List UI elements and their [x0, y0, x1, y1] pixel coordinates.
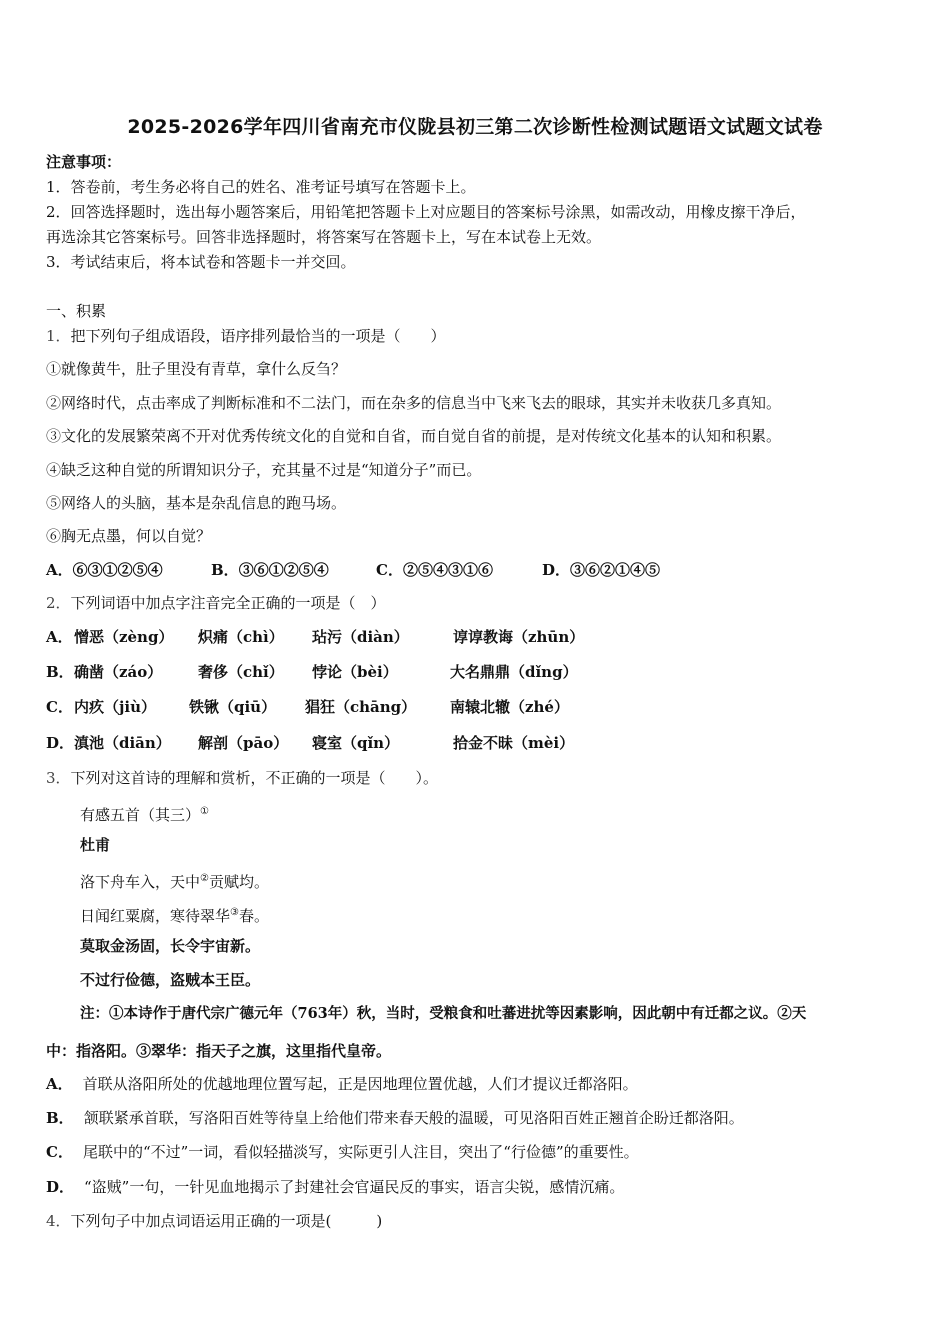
poem-note: 注：①本诗作于唐代宗广德元年（763年）秋，当时，受粮食和吐蕃进扰等因素影响，因此朝中有迁都之议。②天 — [80, 1005, 807, 1022]
page-title: 2025-2026学年四川省南充市仪陇县初三第二次诊断性检测试题语文试题文试卷 — [127, 116, 823, 138]
option-cell: 滇池（diān） — [74, 734, 171, 752]
option-cell: 玷污（diàn） — [312, 628, 409, 646]
option-d[interactable]: D．③⑥②①④⑤ — [542, 561, 661, 579]
q3-option-d[interactable]: D． “盗贼”一句，一针见血地揭示了封建社会官逼民反的事实，语言尖锐，感情沉痛。 — [46, 1178, 625, 1196]
option-cell: 大名鼎鼎（dǐng） — [450, 663, 578, 681]
poem-note: 中：指洛阳。③翠华：指天子之旗，这里指代皇帝。 — [46, 1042, 392, 1060]
poem-line: 洛下舟车入，天中②贡赋均。 — [80, 873, 269, 891]
poem-title: 有感五首（其三）① — [80, 806, 209, 824]
question-2-stem — [46, 593, 386, 613]
question-number: 1． — [46, 327, 71, 345]
option-letter: D． — [46, 734, 75, 752]
notice-item: 3．考试结束后，将本试卷和答题卡一并交回。 — [46, 253, 356, 271]
sentence-item: ⑤网络人的头脑，基本是杂乱信息的跑马场。 — [46, 494, 347, 512]
option-cell: 解剖（pāo） — [198, 734, 289, 752]
option-letter: B． — [46, 663, 74, 681]
option-letter: A． — [46, 628, 73, 646]
question-1-stem — [46, 326, 446, 346]
sentence-item: ①就像黄牛，肚子里没有青草，拿什么反刍？ — [46, 360, 347, 378]
poem-line: 不过行俭德，盗贼本王臣。 — [80, 971, 261, 989]
option-a[interactable]: A．⑥③①②⑤④ — [46, 561, 163, 579]
question-text: 下列词语中加点字注音完全正确的一项是（ ） — [70, 594, 386, 612]
option-cell: 炽痛（chì） — [198, 628, 284, 646]
q3-option-b[interactable]: B． 颔联紧承首联，写洛阳百姓等待皇上给他们带来春天般的温暖，可见洛阳百姓正翘首企盼迁都洛阳。 — [46, 1109, 744, 1127]
poem-author: 杜甫 — [80, 836, 111, 854]
question-number: 2． — [46, 594, 71, 612]
question-4-stem — [46, 1211, 382, 1231]
notice-item: 1．答卷前，考生务必将自己的姓名、准考证号填写在答题卡上。 — [46, 178, 476, 196]
notice-item: 再选涂其它答案标号。回答非选择题时，将答案写在答题卡上，写在本试卷上无效。 — [46, 228, 602, 246]
option-letter: C． — [46, 698, 73, 716]
option-cell: 寝室（qǐn） — [312, 734, 400, 752]
option-cell: 南辕北辙（zhé） — [450, 698, 569, 716]
poem-line: 莫取金汤固，长令宇宙新。 — [80, 937, 261, 955]
q3-option-c[interactable]: C． 尾联中的“不过”一词，看似轻描淡写，实际更引人注目，突出了“行俭德”的重要性。 — [46, 1143, 639, 1161]
option-cell: 拾金不昧（mèi） — [453, 734, 575, 752]
question-text: 下列句子中加点词语运用正确的一项是( ) — [70, 1212, 383, 1230]
option-cell: 悖论（bèi） — [312, 663, 398, 681]
poem-line: 日闻红粟腐，寒待翠华③春。 — [80, 907, 269, 925]
sentence-item: ②网络时代，点击率成了判断标准和不二法门，而在杂多的信息当中飞来飞去的眼球，其实并未收获几多真知。 — [46, 394, 782, 412]
section-heading: 一、积累 — [46, 302, 107, 320]
option-c[interactable]: C．②⑤④③①⑥ — [376, 561, 493, 579]
question-number: 3． — [46, 769, 71, 787]
sentence-item: ③文化的发展繁荣离不开对优秀传统文化的自觉和自省，而自觉自省的前提，是对传统文化基本的认知和积累。 — [46, 427, 782, 445]
q3-option-a[interactable]: A． 首联从洛阳所处的优越地理位置写起，正是因地理位置优越，人们才提议迁都洛阳。 — [46, 1075, 638, 1093]
option-b[interactable]: B．③⑥①②⑤④ — [211, 561, 329, 579]
option-cell: 铁锹（qiū） — [189, 698, 277, 716]
option-cell: 谆谆教诲（zhūn） — [453, 628, 585, 646]
notice-item: 2．回答选择题时，选出每小题答案后，用铅笔把答题卡上对应题目的答案标号涂黑，如需改动，用橡皮擦干净后， — [46, 203, 806, 221]
sentence-item: ⑥胸无点墨，何以自觉？ — [46, 527, 212, 545]
option-cell: 猖狂（chāng） — [305, 698, 417, 716]
question-text: 下列对这首诗的理解和赏析，不正确的一项是（ ）。 — [70, 769, 439, 787]
question-3-stem — [46, 768, 438, 788]
question-text: 把下列句子组成语段，语序排列最恰当的一项是（ ） — [70, 327, 446, 345]
option-cell: 确凿（záo） — [74, 663, 163, 681]
sentence-item: ④缺乏这种自觉的所谓知识分子，充其量不过是“知道分子”而已。 — [46, 461, 482, 479]
question-number: 4． — [46, 1212, 71, 1230]
option-cell: 憎恶（zèng） — [74, 628, 174, 646]
option-cell: 内疚（jiù） — [74, 698, 157, 716]
notice-heading: 注意事项： — [46, 153, 122, 171]
option-cell: 奢侈（chǐ） — [198, 663, 284, 681]
